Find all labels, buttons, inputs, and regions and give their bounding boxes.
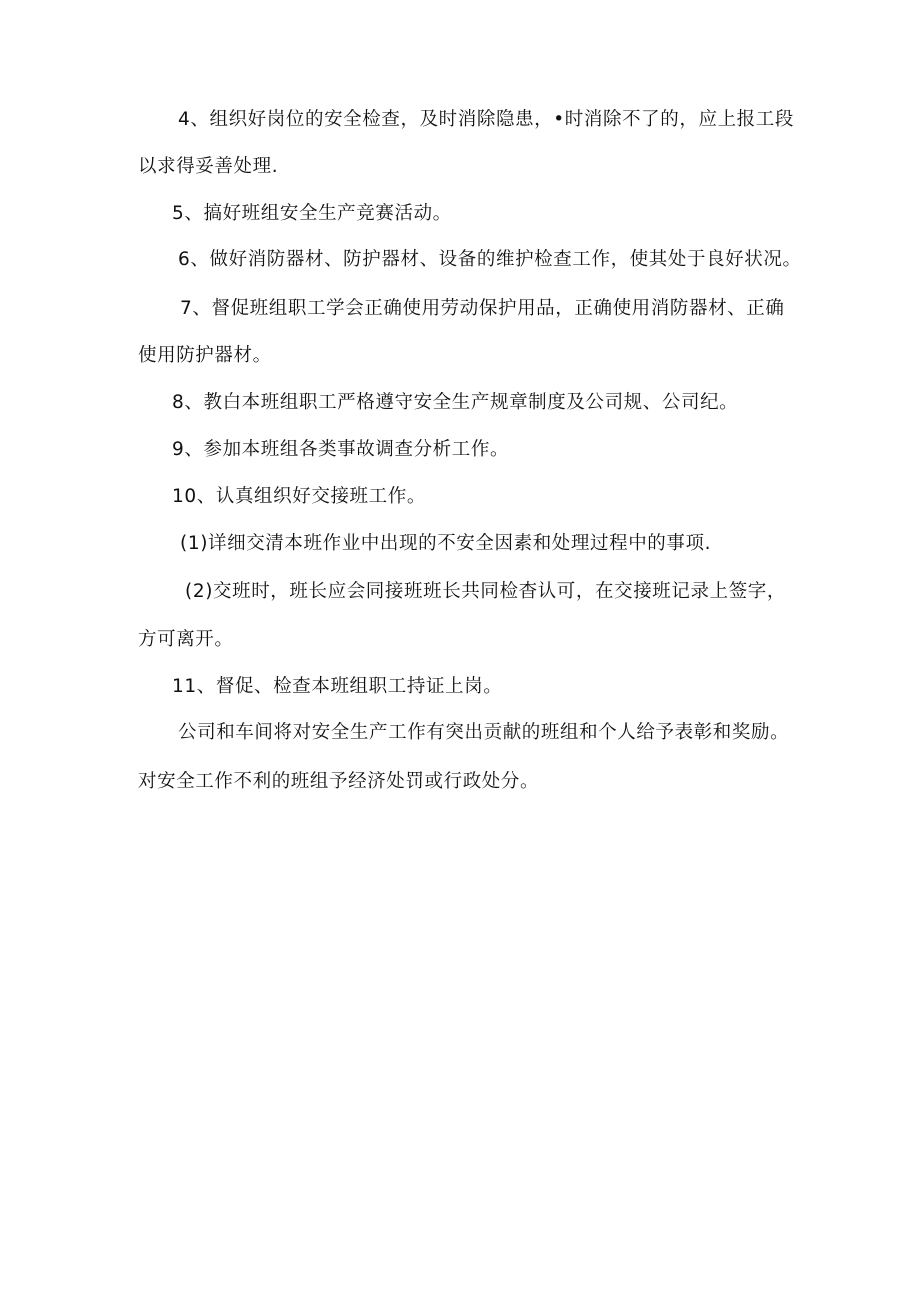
paragraph-9: 9、参加本班组各类事故调查分析工作。	[172, 439, 510, 460]
paragraph-10: 10、认真组织好交接班工作。	[172, 486, 426, 507]
paragraph-10-sub-2-line-1: (2)交班时，班长应会同接班班长共同检杳认可，在交接班记录上签字，	[185, 581, 787, 602]
paragraph-5: 5、搞好班组安全生产竞赛活动。	[172, 203, 452, 224]
paragraph-8: 8、教白本班组职工严格遵守安全生产规章制度及公司规、公司纪。	[172, 392, 739, 413]
paragraph-10-sub-1: (1)详细交清本班作业中出现的不安全因素和处理过程中的事项.	[180, 533, 712, 554]
paragraph-7-line-2: 使用防护器材。	[138, 345, 272, 366]
paragraph-7-line-1: 7、督促班组职工学会正确使用劳动保护用品，正确使用消防器材、正确	[180, 298, 785, 319]
paragraph-11: 11、督促、检查本班组职工持证上岗。	[172, 676, 503, 697]
closing-paragraph-line-2: 对安全工作不利的班组予经济处罚或行政处分。	[138, 771, 540, 792]
paragraph-4-line-2: 以求得妥善处理.	[138, 156, 279, 177]
paragraph-6: 6、做好消防器材、防护器材、设备的维护检查工作，使其处于良好状况。	[178, 249, 802, 270]
closing-paragraph-line-1: 公司和车间将对安全生产工作有突出贡献的班组和个人给予表彰和奖励。	[178, 722, 790, 743]
paragraph-10-sub-2-line-2: 方可离开。	[138, 629, 234, 650]
paragraph-4-line-1: 4、组织好岗位的安全检查，及时消除隐患，•时消除不了的，应上报工段	[178, 109, 794, 130]
